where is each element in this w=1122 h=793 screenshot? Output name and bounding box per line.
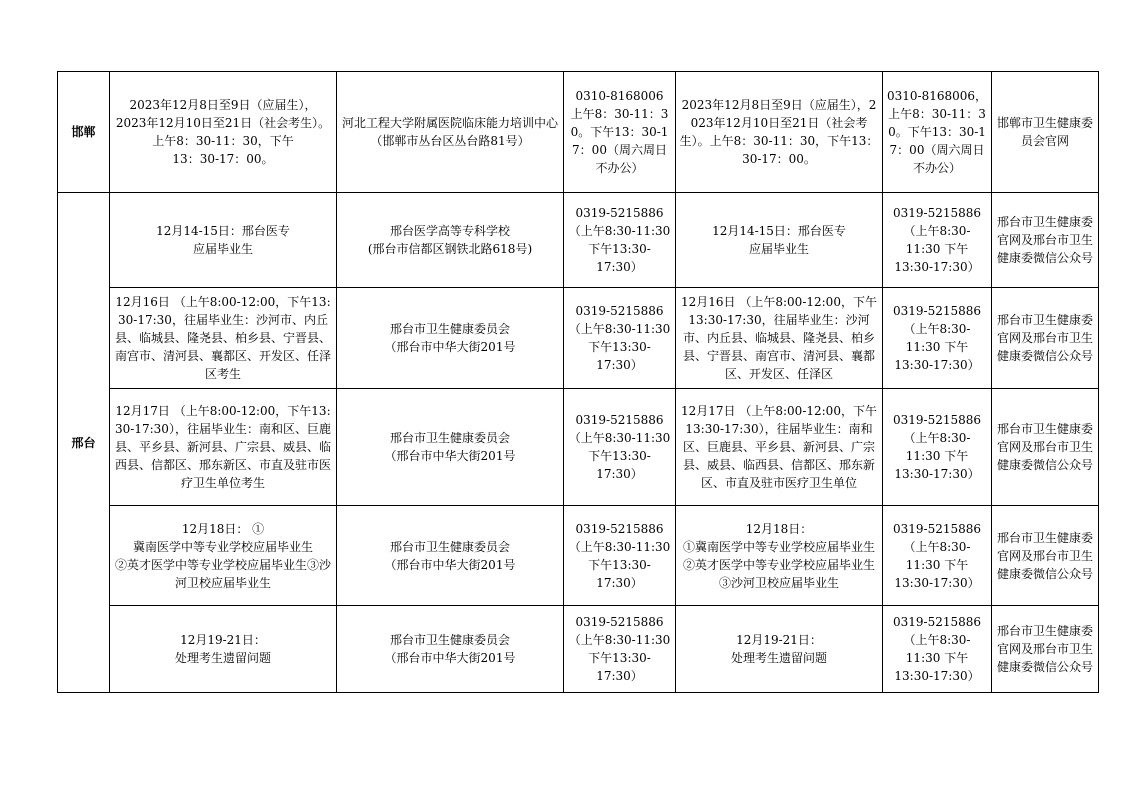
- table-row: [58, 193, 1099, 288]
- registration-time-cell: 12月18日： ① 冀南医学中等专业学校应届毕业生 ②英才医学中等专业学校应届毕业生③沙河卫校应届毕业生: [110, 506, 337, 606]
- notice-cell: 邯郸市卫生健康委员会官网: [992, 72, 1099, 193]
- location-cell: 邢台市卫生健康委员会 （邢台市中华大街201号: [337, 606, 564, 693]
- confirm-time-cell: 12月19-21日： 处理考生遗留问题: [676, 606, 883, 693]
- phone-cell: 0319-5215886 （上午8:30-11:30 下午13:30- 17:30）: [564, 606, 676, 693]
- registration-time-cell: 12月14-15日：邢台医专 应届毕业生: [110, 193, 337, 288]
- table-row: [58, 389, 1099, 506]
- registration-time-cell: 2023年12月8日至9日（应届生）， 2023年12月10日至21日（社会考生）。上午8：30-11：30，下午 13：30-17：00。: [110, 72, 337, 193]
- table-row: [58, 72, 1099, 193]
- confirm-phone-cell: 0319-5215886 （上午8:30- 11:30 下午 13:30-17:30）: [883, 389, 992, 506]
- location-cell: 邢台医学高等专科学校 (邢台市信都区钢铁北路618号): [337, 193, 564, 288]
- confirm-phone-cell: 0319-5215886 （上午8:30- 11:30 下午 13:30-17:30）: [883, 193, 992, 288]
- phone-cell: 0310-8168006 上午8：30-11：30。下午13：30-17：00（周六周日不办公）: [564, 72, 676, 193]
- city-cell: 邯郸: [58, 72, 110, 193]
- notice-cell: 邢台市卫生健康委官网及邢台市卫生健康委微信公众号: [992, 288, 1099, 389]
- table-row: [58, 288, 1099, 389]
- phone-cell: 0319-5215886 （上午8:30-11:30 下午13:30- 17:30）: [564, 288, 676, 389]
- table-row: [58, 506, 1099, 606]
- confirm-time-cell: 2023年12月8日至9日（应届生），2023年12月10日至21日（社会考生）。上午8：30-11：30，下午13：30-17：00。: [676, 72, 883, 193]
- confirm-time-cell: 12月17日 （上午8:00-12:00，下午13:30-17:30），往届毕业生：南和区、巨鹿县、平乡县、新河县、广宗县、威县、临西县、信都区、邢东新区、市直及驻市医疗卫生单位: [676, 389, 883, 506]
- notice-cell: 邢台市卫生健康委官网及邢台市卫生健康委微信公众号: [992, 506, 1099, 606]
- confirm-phone-cell: 0310-8168006，上午8：30-11：30。下午13：30-17：00（周六周日不办公）: [883, 72, 992, 193]
- location-cell: 邢台市卫生健康委员会 （邢台市中华大街201号: [337, 389, 564, 506]
- location-cell: 邢台市卫生健康委员会 （邢台市中华大街201号: [337, 506, 564, 606]
- registration-time-cell: 12月19-21日： 处理考生遗留问题: [110, 606, 337, 693]
- city-cell: 邢台: [58, 193, 110, 693]
- table-row: [58, 606, 1099, 693]
- notice-cell: 邢台市卫生健康委官网及邢台市卫生健康委微信公众号: [992, 606, 1099, 693]
- notice-cell: 邢台市卫生健康委官网及邢台市卫生健康委微信公众号: [992, 389, 1099, 506]
- phone-cell: 0319-5215886 （上午8:30-11:30 下午13:30- 17:30）: [564, 506, 676, 606]
- notice-cell: 邢台市卫生健康委官网及邢台市卫生健康委微信公众号: [992, 193, 1099, 288]
- confirm-phone-cell: 0319-5215886 （上午8:30- 11:30 下午 13:30-17:30）: [883, 288, 992, 389]
- location-cell: 邢台市卫生健康委员会 （邢台市中华大街201号: [337, 288, 564, 389]
- confirm-phone-cell: 0319-5215886 （上午8:30- 11:30 下午 13:30-17:30）: [883, 606, 992, 693]
- phone-cell: 0319-5215886 （上午8:30-11:30 下午13:30- 17:30）: [564, 193, 676, 288]
- registration-time-cell: 12月17日 （上午8:00-12:00，下午13:30-17:30），往届毕业生：南和区、巨鹿县、平乡县、新河县、广宗县、威县、临西县、信都区、邢东新区、市直及驻市医疗卫生单位考生: [110, 389, 337, 506]
- confirm-time-cell: 12月16日 （上午8:00-12:00，下午13:30-17:30，往届毕业生：沙河市、内丘县、临城县、隆尧县、柏乡县、宁晋县、南宫市、清河县、襄都区、开发区、任泽区: [676, 288, 883, 389]
- confirm-time-cell: 12月14-15日：邢台医专 应届毕业生: [676, 193, 883, 288]
- phone-cell: 0319-5215886 （上午8:30-11:30 下午13:30- 17:30）: [564, 389, 676, 506]
- confirm-phone-cell: 0319-5215886 （上午8:30- 11:30 下午 13:30-17:30）: [883, 506, 992, 606]
- confirm-time-cell: 12月18日： ①冀南医学中等专业学校应届毕业生 ②英才医学中等专业学校应届毕业生③沙河卫校应届毕业生: [676, 506, 883, 606]
- location-cell: 河北工程大学附属医院临床能力培训中心 （邯郸市丛台区丛台路81号）: [337, 72, 564, 193]
- registration-time-cell: 12月16日 （上午8:00-12:00，下午13:30-17:30，往届毕业生：沙河市、内丘县、临城县、隆尧县、柏乡县、宁晋县、南宫市、清河县、襄都区、开发区、任泽区考生: [110, 288, 337, 389]
- schedule-table: [57, 71, 1099, 693]
